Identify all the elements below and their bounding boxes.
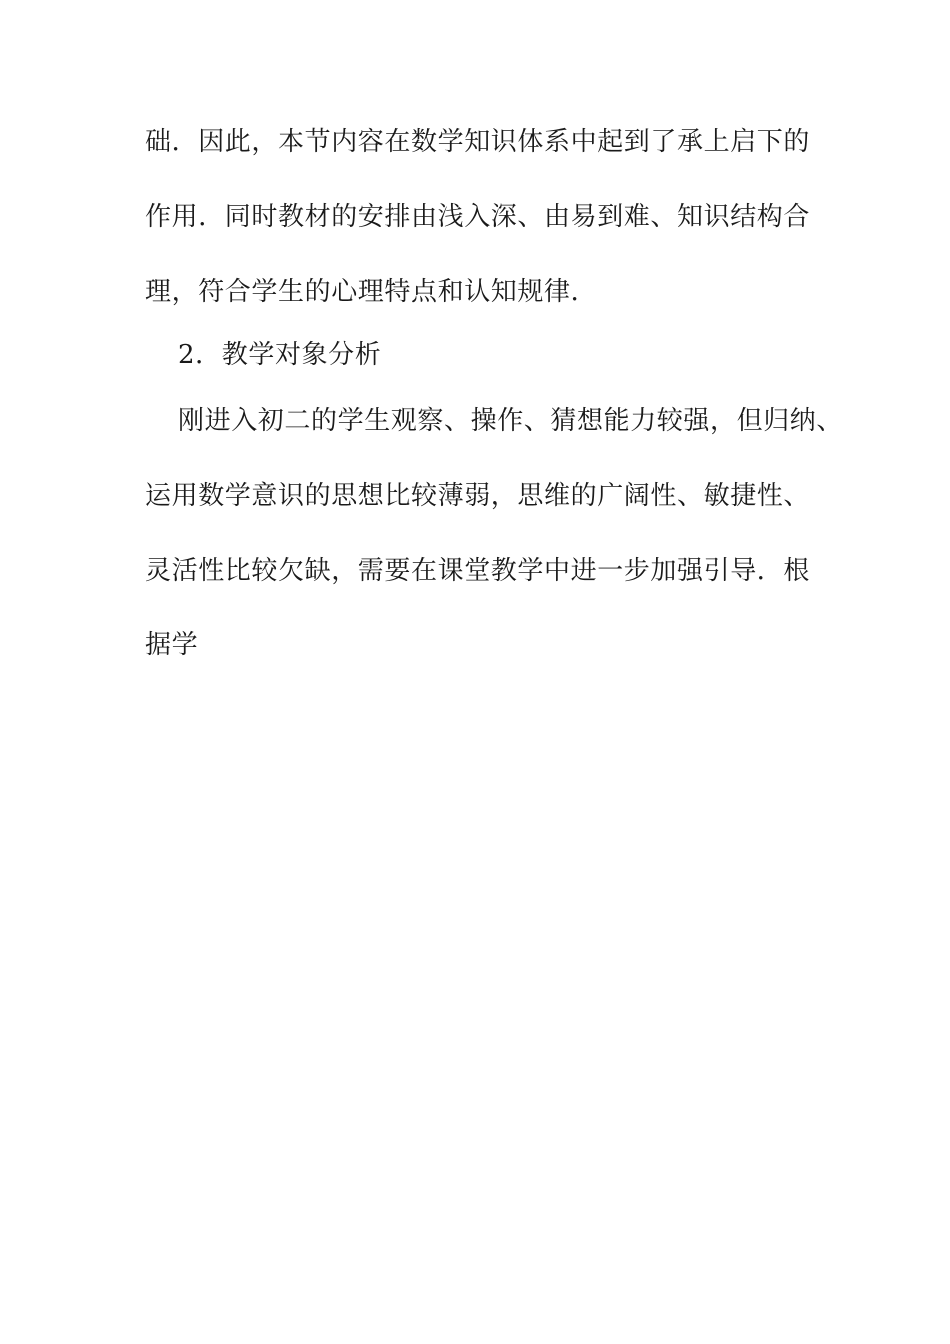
paragraph-line-4: 刚进入初二的学生观察、操作、猜想能力较强，但归纳、	[178, 406, 844, 436]
section-heading: 2．教学对象分析	[178, 340, 382, 370]
paragraph-line-1: 础．因此，本节内容在数学知识体系中起到了承上启下的	[145, 127, 811, 157]
paragraph-line-3: 理，符合学生的心理特点和认知规律．	[145, 277, 598, 307]
paragraph-line-7: 据学	[145, 630, 199, 660]
paragraph-line-5: 运用数学意识的思想比较薄弱，思维的广阔性、敏捷性、	[145, 481, 811, 511]
paragraph-line-2: 作用．同时教材的安排由浅入深、由易到难、知识结构合	[145, 202, 811, 232]
paragraph-line-6: 灵活性比较欠缺，需要在课堂教学中进一步加强引导．根	[145, 556, 811, 586]
